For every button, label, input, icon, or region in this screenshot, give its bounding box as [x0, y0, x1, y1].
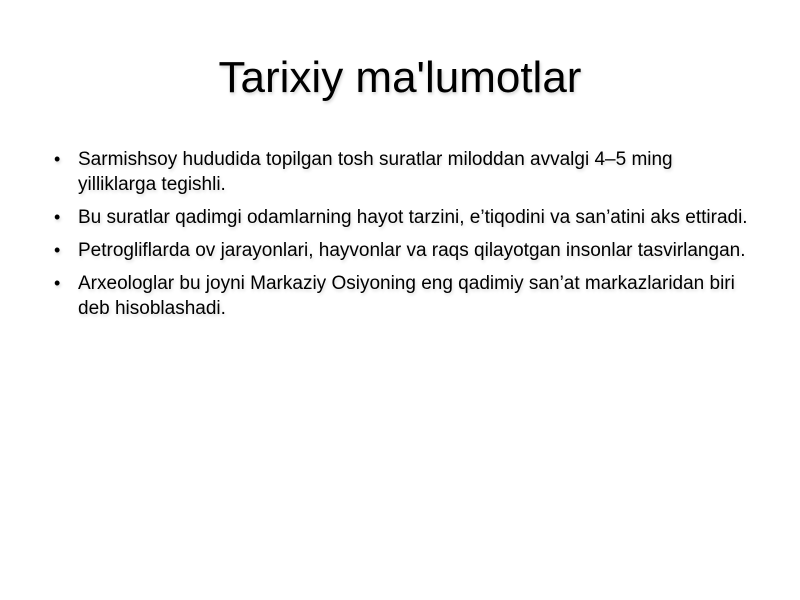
bullet-item [46, 205, 756, 230]
slide-title: Tarixiy ma'lumotlar [218, 53, 582, 102]
bullet-text: Petrogliflarda ov jarayonlari, hayvonlar va raqs qilayotgan insonlar tasvirlangan. [78, 240, 746, 261]
bullet-text: Sarmishsoy hududida topilgan tosh suratlar miloddan avvalgi 4–5 ming yilliklarga tegishli. [78, 149, 673, 195]
bullet-icon: • [54, 149, 61, 169]
bullet-item [46, 271, 756, 321]
bullet-text: Arxeologlar bu joyni Markaziy Osiyoning eng qadimiy san’at markazlaridan biri deb hisoblashadi. [78, 273, 735, 319]
bullet-icon: • [54, 240, 61, 260]
bullet-list [46, 147, 756, 329]
bullet-item [46, 147, 756, 197]
bullet-icon: • [54, 207, 61, 227]
bullet-item [46, 238, 756, 263]
bullet-icon: • [54, 273, 61, 293]
bullet-text: Bu suratlar qadimgi odamlarning hayot tarzini, e’tiqodini va san’atini aks ettiradi. [78, 207, 748, 228]
